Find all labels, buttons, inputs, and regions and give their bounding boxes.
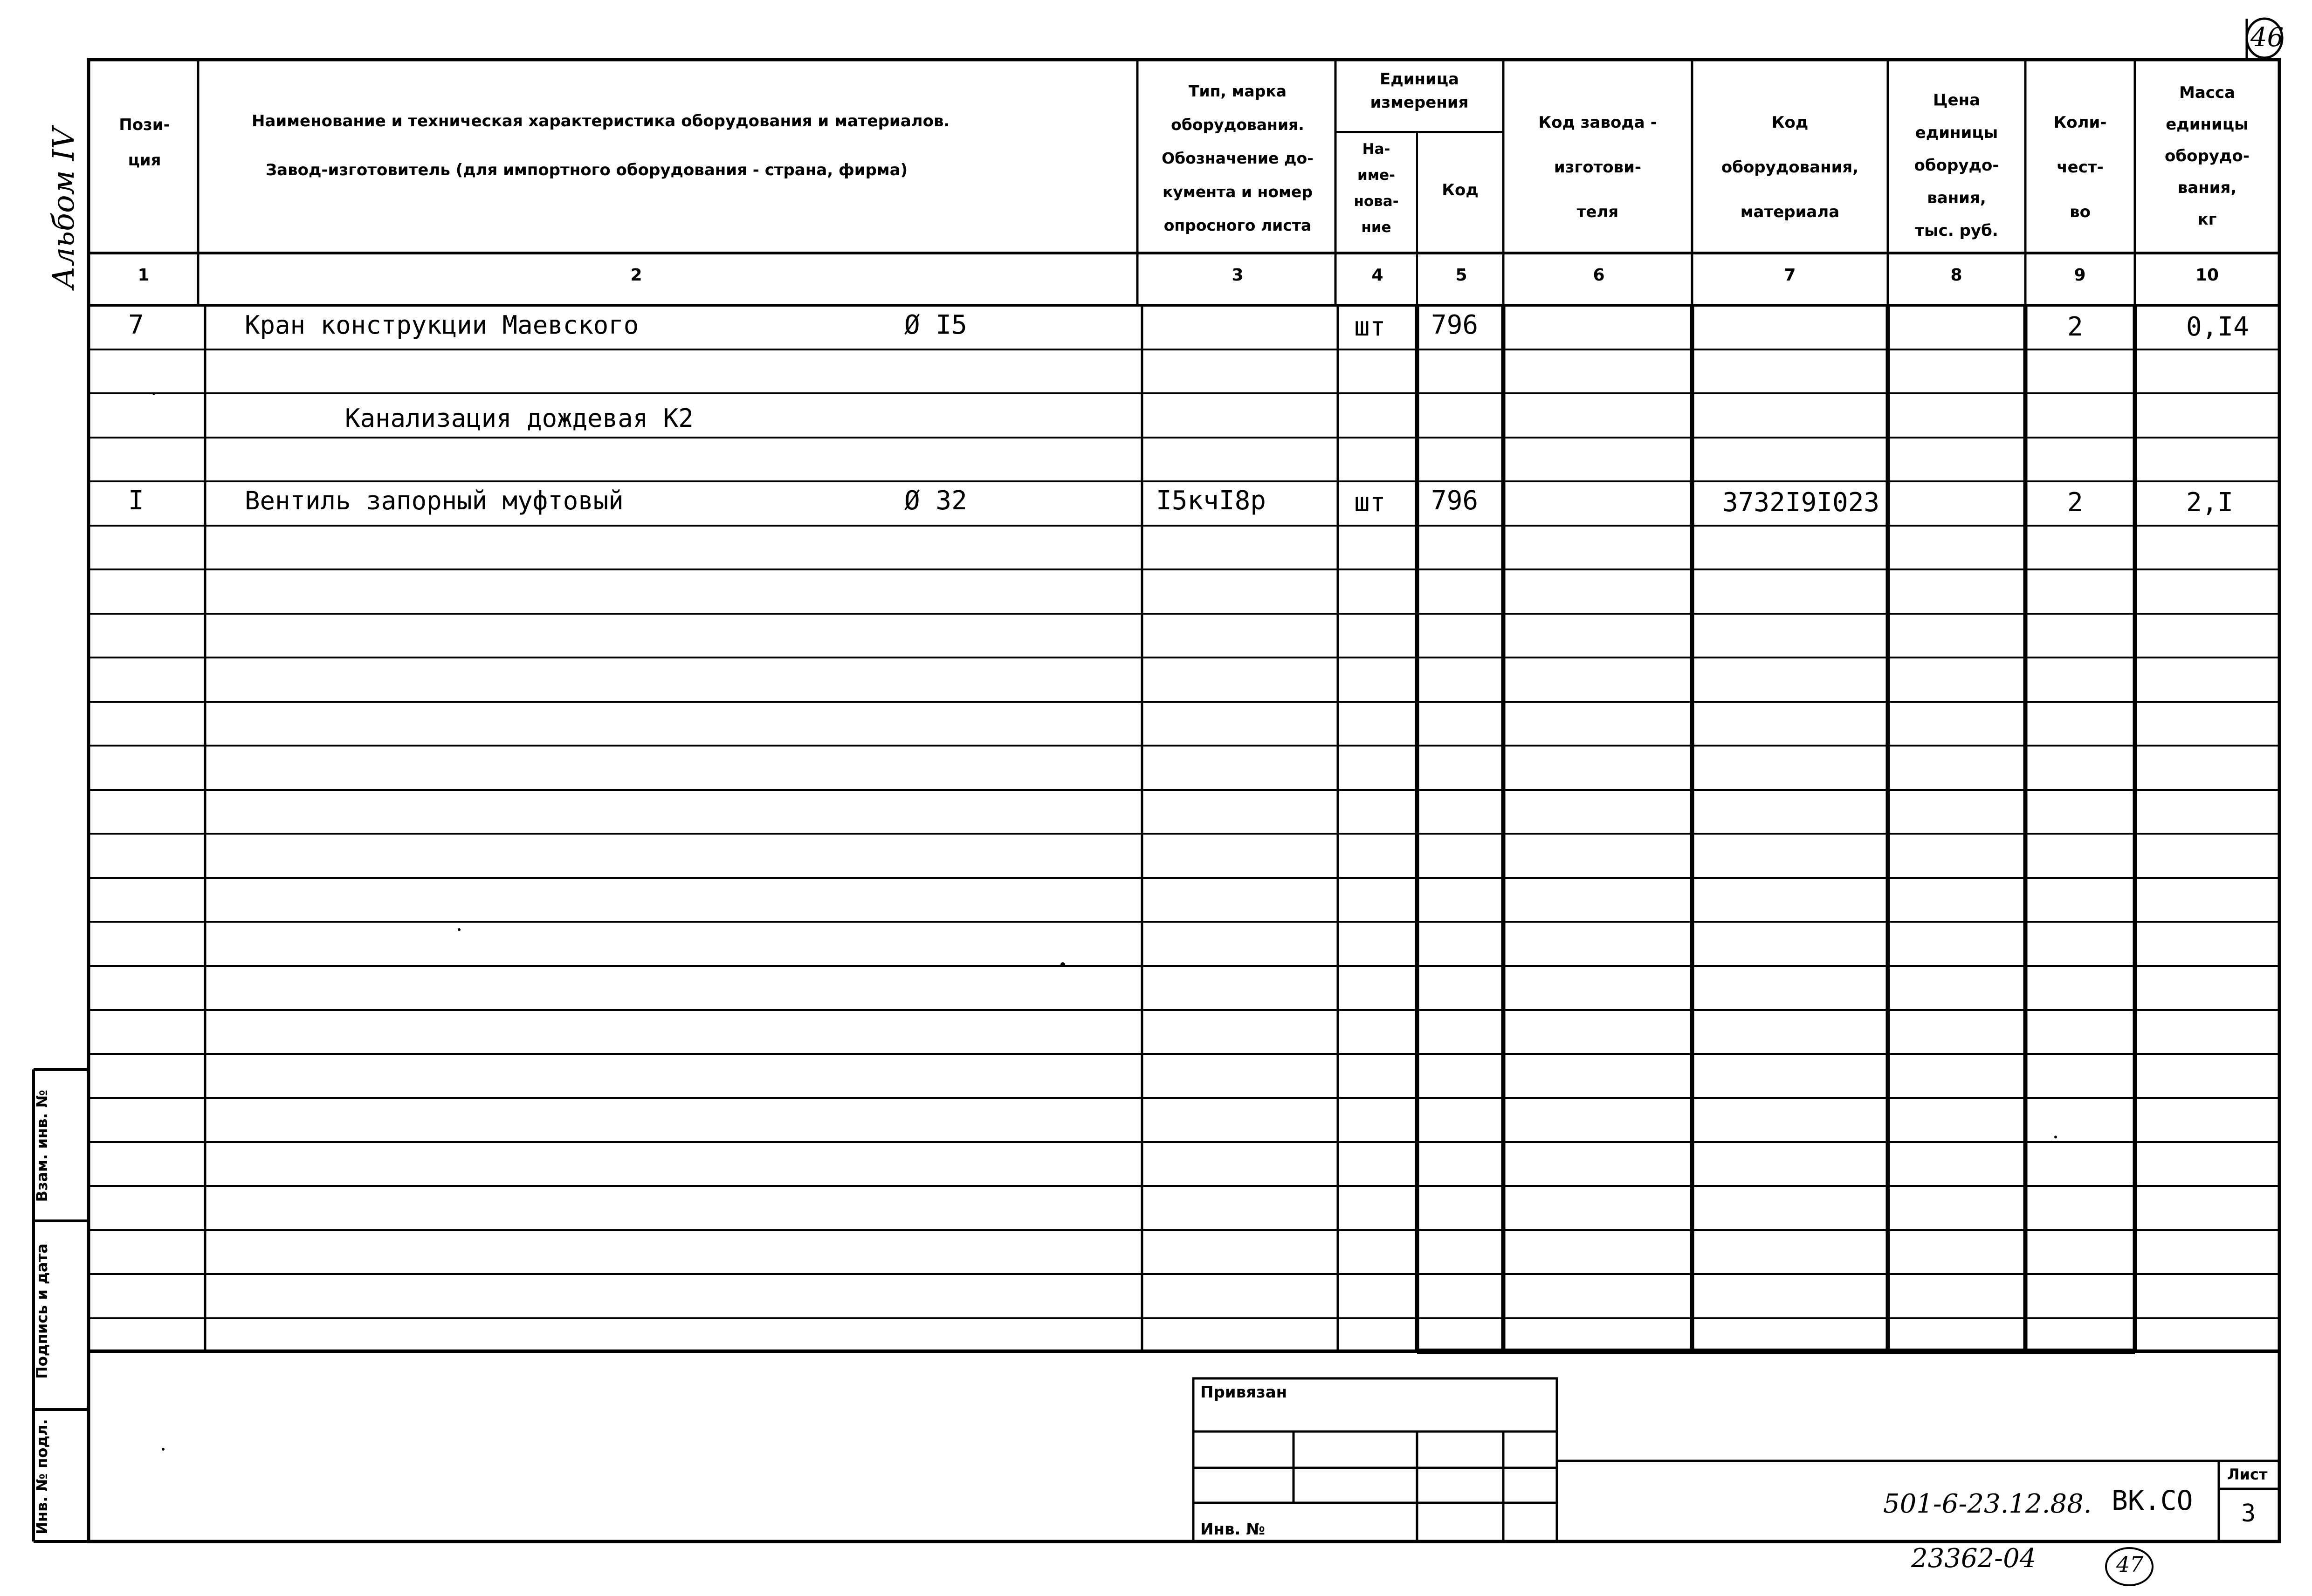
col-number-9: 9 — [2074, 266, 2086, 285]
row2-unit-code: 796 — [1431, 486, 1479, 516]
header-quantity: Коли- чест- во — [2053, 113, 2107, 221]
side-label-inv-vzam: Взам. инв. № — [33, 1089, 51, 1202]
sheet-number: 3 — [2241, 1500, 2256, 1528]
header-name-line1: Наименование и техническая характеристика оборудования и материалов. — [252, 112, 950, 130]
row1-unit-code: 796 — [1431, 310, 1479, 340]
col-number-5: 5 — [1455, 266, 1467, 285]
row2-mass: 2,I — [2186, 487, 2234, 518]
header-type: Тип, марка оборудования. Обозначение до- кумента и номер опросного листа — [1162, 82, 1314, 234]
header-unit-name: На- име- нова- ние — [1354, 141, 1399, 236]
header-price: Цена единицы оборудо- вания, тыс. руб. — [1914, 91, 1999, 240]
header-name-line2: Завод-изготовитель (для импортного оборудования - страна, фирма) — [266, 161, 908, 179]
album-label: Альбом IV — [47, 127, 81, 289]
sheet-label: Лист — [2227, 1466, 2268, 1483]
col-number-4: 4 — [1371, 266, 1383, 285]
row2-unit-name: шт — [1354, 487, 1386, 518]
document-code: 501-6-23.12.88. — [1883, 1489, 2092, 1519]
col-number-8: 8 — [1950, 266, 1962, 285]
header-unit-group: Единица измерения — [1370, 70, 1469, 112]
col-number-3: 3 — [1232, 266, 1244, 285]
stamp-privyazan: Привязан — [1200, 1383, 1287, 1402]
row1-name: Кран конструкции Маевского — [245, 310, 639, 340]
row1-position: 7 — [128, 310, 144, 340]
row1-mass: 0,I4 — [2186, 312, 2249, 342]
header-equipment-code: Код оборудования, материала — [1721, 113, 1859, 221]
col-number-1: 1 — [138, 266, 150, 285]
archive-number: 23362-04 — [1911, 1543, 2037, 1574]
corner-sheet-number: 46 — [2250, 22, 2284, 53]
side-label-podpis: Подпись и дата — [33, 1243, 51, 1379]
col-number-7: 7 — [1784, 266, 1796, 285]
section-title: Канализация дождевая К2 — [345, 404, 694, 433]
row2-equipment-code: 3732I9I023 — [1722, 487, 1880, 518]
row2-position: I — [128, 486, 144, 516]
document-mark: ВК.СО — [2112, 1485, 2193, 1516]
row2-diameter: Ø 32 — [904, 486, 967, 516]
row2-quantity: 2 — [2067, 487, 2083, 518]
row2-type: I5кчI8р — [1156, 486, 1266, 516]
header-mass: Масса единицы оборудо- вания, кг — [2165, 83, 2250, 229]
header-plant-code: Код завода - изготови- теля — [1538, 113, 1657, 221]
stamp-inv-no: Инв. № — [1200, 1520, 1266, 1539]
col-number-2: 2 — [630, 266, 642, 285]
row2-name: Вентиль запорный муфтовый — [245, 486, 624, 515]
row1-quantity: 2 — [2067, 312, 2083, 342]
header-unit-code: Код — [1442, 181, 1479, 199]
col-number-10: 10 — [2195, 266, 2219, 285]
col-number-6: 6 — [1593, 266, 1605, 285]
row1-unit-name: шт — [1354, 312, 1386, 342]
archive-circled-number: 47 — [2116, 1552, 2144, 1577]
header-position: Пози- ция — [119, 116, 170, 170]
row1-diameter: Ø I5 — [904, 310, 967, 340]
side-label-inv-podl: Инв. № подл. — [33, 1419, 51, 1534]
